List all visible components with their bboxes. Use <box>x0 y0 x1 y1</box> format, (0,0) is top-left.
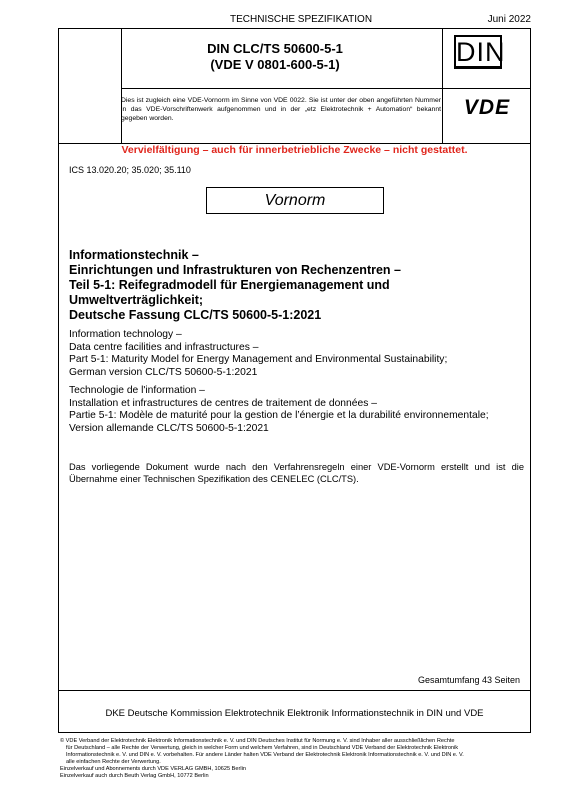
copyright-footer <box>60 738 532 779</box>
copyright-line: © VDE Verband der Elektrotechnik Elektronik Informationstechnik e. V. und DIN Deutsches Institut für Normung e. V. sind Inhaber aller ausschließlichen Rechte <box>60 738 455 744</box>
procedure-note: Das vorliegende Dokument wurde nach den Verfahrensregeln einer VDE-Vornorm erstellt und ist die Übernahme einer Technischen Spezifikation des CENELEC (CLC/TS). <box>69 462 524 484</box>
total-pages: Gesamtumfang 43 Seiten <box>417 675 520 685</box>
title-de-line: Deutsche Fassung CLC/TS 50600-5-1:2021 <box>69 308 322 322</box>
title-en-line: German version CLC/TS 50600-5-1:2021 <box>69 366 258 378</box>
standard-number-block <box>121 41 429 73</box>
title-de-line: Umweltverträglichkeit; <box>69 293 204 307</box>
title-en-line: Part 5-1: Maturity Model for Energy Management and Environmental Sustainability; <box>69 354 448 365</box>
header-row-divider <box>121 88 530 89</box>
committee-name: DKE Deutsche Kommission Elektrotechnik Elektronik Informationstechnik in DIN und VDE <box>105 708 484 719</box>
title-en-line: Data centre facilities and infrastructures – <box>69 341 259 353</box>
title-en-line: Information technology – <box>69 329 182 340</box>
title-german <box>69 248 524 323</box>
issue-date: Juni 2022 <box>487 14 531 25</box>
status-badge: Vornorm <box>206 187 384 214</box>
title-french <box>69 385 529 435</box>
sales-line: Einzelverkauf und Abonnements durch VDE VERLAG GMBH, 10625 Berlin <box>60 765 246 772</box>
cover-frame <box>58 28 531 733</box>
vde-prestandard-note: Dies ist zugleich eine VDE-Vornorm im Sinne von VDE 0022. Sie ist unter der oben angeführten Nummer in das VDE-Vorschriftenwerk aufgenommen und in der „etz Elektrotechnik + Automation“ bekannt gegeben worden. <box>121 97 441 122</box>
din-logo-text: DIN <box>456 37 506 67</box>
title-fr-line: Installation et infrastructures de centres de traitement de données – <box>69 397 377 409</box>
ics-codes: ICS 13.020.20; 35.020; 35.110 <box>69 165 191 175</box>
title-de-line: Informationstechnik – <box>69 248 199 262</box>
title-fr-line: Partie 5-1: Modèle de maturité pour la gestion de l’énergie et la durabilité environnementale; <box>69 410 489 421</box>
committee-rule <box>59 690 530 691</box>
vde-logo: VDE <box>463 96 511 119</box>
copyright-line: für Deutschland – alle Rechte der Verwertung, gleich in welcher Form und welchem Verfahren, sind in Deutschland VDE Verband der Elektrotechnik Elektronik <box>66 744 459 751</box>
standard-number: DIN CLC/TS 50600-5-1 <box>207 41 343 56</box>
title-english <box>69 329 524 379</box>
title-de-line: Teil 5-1: Reifegradmodell für Energiemanagement und <box>69 278 390 292</box>
copyright-line: Informationstechnik e. V. und DIN e. V. vorbehalten. Für andere Länder halten VDE Verband der Elektrotechnik Elektronik Informationstechnik e. V. und DIN e. V. <box>66 751 464 758</box>
vde-number: (VDE V 0801-600-5-1) <box>210 57 340 72</box>
copyright-line: alle einfachen Rechte der Verwertung. <box>66 758 161 765</box>
title-de-line: Einrichtungen und Infrastrukturen von Rechenzentren – <box>69 263 401 277</box>
header-divider-right <box>442 29 443 144</box>
sales-line: Einzelverkauf auch durch Beuth Verlag GmbH, 10772 Berlin <box>60 772 209 779</box>
document-type: TECHNISCHE SPEZIFIKATION <box>230 14 373 25</box>
reproduction-notice: Vervielfältigung – auch für innerbetriebliche Zwecke – nicht gestattet. <box>121 144 468 156</box>
title-fr-line: Version allemande CLC/TS 50600-5-1:2021 <box>69 422 269 434</box>
din-logo <box>454 35 506 69</box>
title-fr-line: Technologie de l'information – <box>69 385 205 396</box>
